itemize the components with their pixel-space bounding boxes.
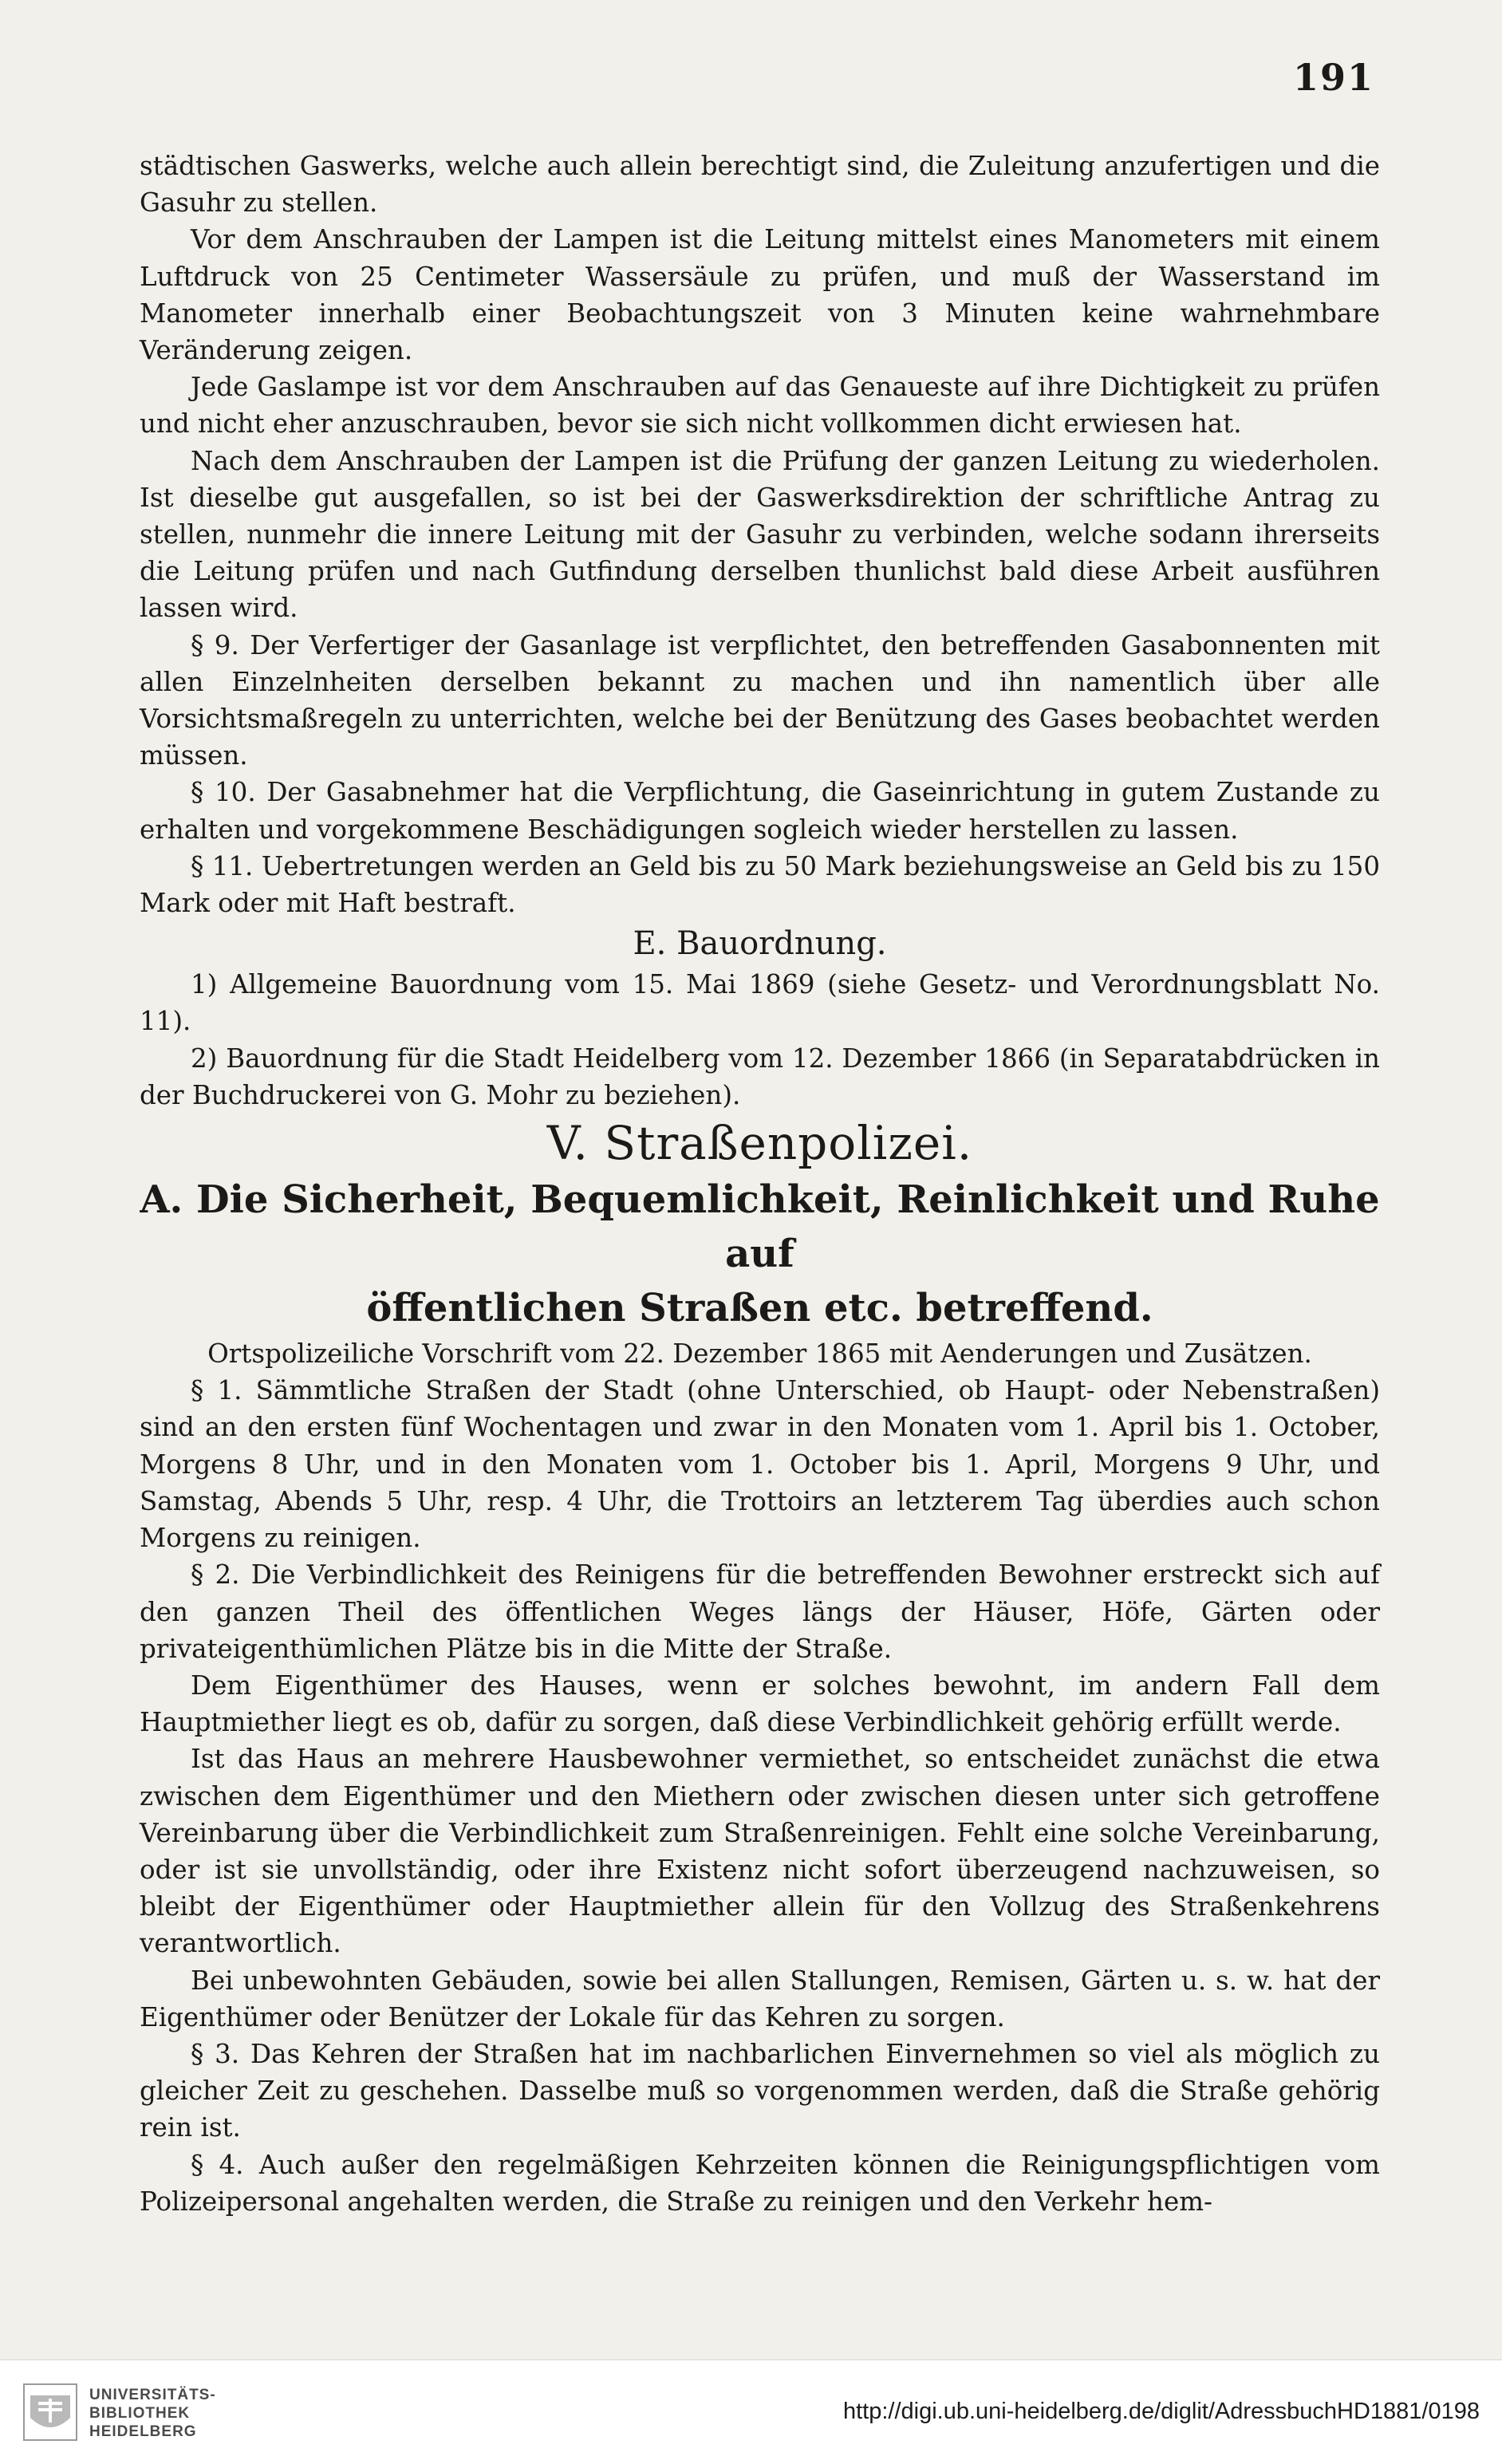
list-item: 2) Bauordnung für die Stadt Heidelberg vom 12. Dezember 1866 (in Separatabdrücken in der Buchdruckerei von G. Mohr zu beziehen). (140, 1043, 1380, 1110)
university-seal-icon (22, 2383, 78, 2442)
paragraph: Ist das Haus an mehrere Hausbewohner vermiethet, so entscheidet zunächst die etwa zwischen dem Eigenthümer und den Miethern oder zwischen diesen unter sich getroffene Vereinbarung über die Verbindlichkeit zum Straßenreinigen. Fehlt eine solche Vereinbarung, oder ist sie unvollständig, oder ihre Existenz nicht sofort überzeugend nachzuweisen, so bleibt der Eigenthümer oder Hauptmiether allein für den Vollzug des Straßenkehrens verantwortlich. (140, 1744, 1380, 1959)
page-number: 191 (1292, 56, 1374, 99)
paragraph: Jede Gaslampe ist vor dem Anschrauben auf das Genaueste auf ihre Dichtigkeit zu prüfen und nicht eher anzuschrauben, bevor sie sich nicht vollkommen dicht erwiesen hat. (140, 372, 1380, 440)
paragraph-section-9: § 9. Der Verfertiger der Gasanlage ist verpflichtet, den betreffenden Gasabonnenten mit allen Einzelnheiten derselben bekannt zu machen und ihn namentlich über alle Vorsichtsmaßregeln zu unterrichten, welche bei der Benützung des Gases beobachtet werden müssen. (140, 629, 1380, 771)
paragraph: Dem Eigenthümer des Hauses, wenn er solches bewohnt, im andern Fall dem Hauptmiether liegt es ob, dafür zu sorgen, daß diese Verbindlichkeit gehörig erfüllt werde. (140, 1670, 1380, 1738)
paragraph: Nach dem Anschrauben der Lampen ist die Prüfung der ganzen Leitung zu wiederholen. Ist dieselbe gut ausgefallen, so ist bei der Gaswerksdirektion der schriftliche Antrag zu stellen, nunmehr die innere Leitung mit der Gasuhr zu verbinden, welche sodann ihrerseits die Leitung prüfen und nach Gutfindung derselben thunlichst bald diese Arbeit ausführen lassen wird. (140, 445, 1380, 624)
decree-line: Ortspolizeiliche Vorschrift vom 22. Dezember 1865 mit Aenderungen und Zusätzen. (207, 1338, 1312, 1370)
part-heading-v: V. Straßenpolizei. (546, 1116, 973, 1171)
subsection-heading-a: A. Die Sicherheit, Bequemlichkeit, Reinlichkeit und Ruhe auf (140, 1177, 1380, 1277)
paragraph-section-1: § 1. Sämmtliche Straßen der Stadt (ohne Unterschied, ob Haupt- oder Nebenstraßen) sind an den ersten fünf Wochentagen und zwar in den Monaten vom 1. April bis 1. October, Morgens 8 Uhr, und in den Monaten vom 1. October bis 1. April, Morgens 9 Uhr, und Samstag, Abends 5 Uhr, resp. 4 Uhr, die Trottoirs an letzterem Tag überdies auch schon Morgens zu reinigen. (140, 1375, 1380, 1554)
paragraph: Vor dem Anschrauben der Lampen ist die Leitung mittelst eines Manometers mit einem Luftdruck von 25 Centimeter Wassersäule zu prüfen, und muß der Wasserstand im Manometer innerhalb einer Beobachtungszeit von 3 Minuten keine wahrnehmbare Veränderung zeigen. (140, 224, 1380, 366)
paragraph-section-10: § 10. Der Gasabnehmer hat die Verpflichtung, die Gaseinrichtung in gutem Zustande zu erhalten und vorgekommene Beschädigungen sogleich wieder herstellen zu lassen. (140, 777, 1380, 845)
paragraph-section-2: § 2. Die Verbindlichkeit des Reinigens für die betreffenden Bewohner erstreckt sich auf den ganzen Theil des öffentlichen Weges längs der Häuser, Höfe, Gärten oder privateigenthümlichen Plätze bis in die Mitte der Straße. (140, 1559, 1380, 1664)
list-item: 1) Allgemeine Bauordnung vom 15. Mai 1869 (siehe Gesetz- und Verordnungsblatt No. 11). (140, 969, 1380, 1037)
library-logo[interactable] (22, 2378, 262, 2450)
library-name (89, 2386, 216, 2441)
paragraph: städtischen Gaswerks, welche auch allein berechtigt sind, die Zuleitung anzufertigen und die Gasuhr zu stellen. (140, 151, 1380, 219)
source-url[interactable]: http://digi.ub.uni-heidelberg.de/diglit/AdressbuchHD1881/0198 (842, 2399, 1480, 2424)
logo-line: UNIVERSITÄTS- (89, 2387, 216, 2403)
paragraph-section-4: § 4. Auch außer den regelmäßigen Kehrzeiten können die Reinigungspflichtigen vom Polizeipersonal angehalten werden, die Straße zu reinigen und den Verkehr hem- (140, 2149, 1380, 2217)
logo-line: BIBLIOTHEK (89, 2405, 191, 2422)
viewer-footer (0, 2360, 1502, 2464)
logo-line: HEIDELBERG (89, 2423, 197, 2440)
section-heading-e: E. Bauordnung. (633, 925, 887, 963)
subsection-heading-a-continued: öffentlichen Straßen etc. betreffend. (366, 1286, 1153, 1331)
paragraph: Bei unbewohnten Gebäuden, sowie bei allen Stallungen, Remisen, Gärten u. s. w. hat der Eigenthümer oder Benützer der Lokale für das Kehren zu sorgen. (140, 1965, 1380, 2032)
paragraph-section-3: § 3. Das Kehren der Straßen hat im nachbarlichen Einvernehmen so viel als möglich zu gleicher Zeit zu geschehen. Dasselbe muß so vorgenommen werden, daß die Straße gehörig rein ist. (140, 2038, 1380, 2143)
page-text (140, 148, 1380, 2220)
paragraph-section-11: § 11. Uebertretungen werden an Geld bis zu 50 Mark beziehungsweise an Geld bis zu 150 Mark oder mit Haft bestraft. (140, 850, 1380, 919)
